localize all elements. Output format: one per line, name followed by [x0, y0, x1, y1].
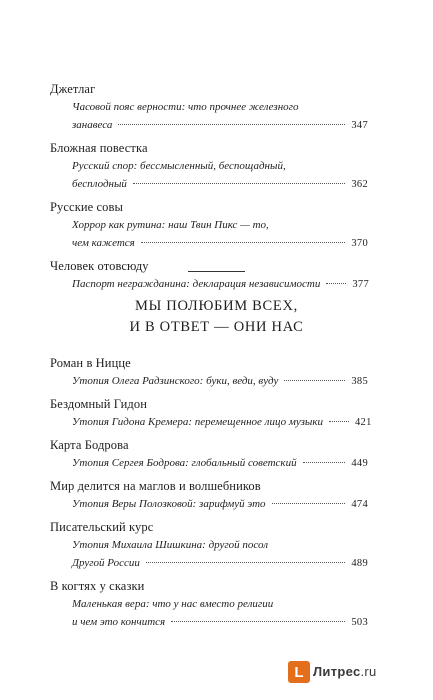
toc-entry-title[interactable]: Мир делится на маглов и волшебников [50, 479, 261, 493]
toc-subtitle-text: Утопия Сергея Бодрова: глобальный советский [72, 457, 297, 469]
toc-entry-title[interactable]: Человек отовсюду [50, 259, 149, 273]
litres-logo-text[interactable]: Литрес.ru [313, 664, 377, 679]
toc-entry-subtitle [50, 275, 368, 294]
toc-subtitle-last-line [72, 454, 368, 473]
toc-entry[interactable] [50, 577, 368, 632]
section-heading-line-1: МЫ ПОЛЮБИМ ВСЕХ, [135, 298, 298, 314]
toc-entry[interactable] [50, 257, 368, 294]
dot-leader [146, 562, 345, 563]
toc-entry-subtitle [50, 372, 368, 391]
toc-entry-subtitle [50, 454, 368, 473]
toc-entry-subtitle [50, 536, 368, 573]
toc-part-2 [50, 354, 372, 636]
toc-entry[interactable] [50, 518, 368, 573]
toc-subtitle-last-line [72, 116, 368, 135]
toc-entry[interactable] [50, 477, 368, 514]
dot-leader [171, 621, 345, 622]
dot-leader [118, 124, 345, 125]
toc-subtitle-last-line [72, 613, 368, 632]
toc-subtitle-last-line [72, 372, 368, 391]
toc-entry-subtitle [50, 157, 368, 194]
toc-entry[interactable] [50, 395, 372, 432]
toc-subtitle-last-line [72, 234, 368, 253]
toc-subtitle-line: Утопия Михаила Шишкина: другой посол [72, 539, 269, 551]
toc-subtitle-text: чем кажется [72, 237, 135, 249]
toc-entry-title[interactable]: Бложная повестка [50, 141, 148, 155]
toc-part-1 [50, 80, 368, 298]
page-number: 449 [351, 458, 368, 469]
toc-subtitle-text: и чем это кончится [72, 616, 166, 628]
toc-entry-title[interactable]: Джетлаг [50, 82, 96, 96]
dot-leader [284, 380, 345, 381]
dot-leader [329, 421, 349, 422]
toc-entry-title[interactable]: Роман в Ницце [50, 356, 131, 370]
section-heading-line-2: И В ОТВЕТ — ОНИ НАС [129, 319, 304, 335]
toc-subtitle-last-line [72, 413, 372, 432]
page-number: 362 [351, 179, 368, 190]
toc-entry-subtitle [50, 495, 368, 514]
toc-subtitle-last-line [72, 275, 368, 294]
toc-entry-subtitle [50, 413, 372, 432]
dot-leader [272, 503, 346, 504]
toc-entry-subtitle [50, 595, 368, 632]
dot-leader [133, 183, 345, 184]
toc-subtitle-line: Русский спор: бессмысленный, беспощадный, [72, 160, 286, 172]
page-number: 474 [351, 499, 368, 510]
toc-entry[interactable] [50, 198, 368, 253]
page-number: 347 [351, 120, 368, 131]
toc-subtitle-line: Часовой пояс верности: что прочнее железного [72, 101, 299, 113]
toc-entry-subtitle [50, 216, 368, 253]
toc-subtitle-last-line [72, 495, 368, 514]
section-divider [188, 271, 245, 272]
toc-entry[interactable] [50, 139, 368, 194]
toc-entry-subtitle [50, 98, 368, 135]
toc-subtitle-text: Утопия Веры Полозковой: зарифмуй это [72, 498, 266, 510]
toc-entry[interactable] [50, 80, 368, 135]
page-number: 489 [351, 558, 368, 569]
page-number: 421 [354, 417, 372, 428]
toc-entry[interactable] [50, 436, 368, 473]
toc-subtitle-line: Хоррор как рутина: наш Твин Пикс — то, [72, 219, 269, 231]
toc-entry-title[interactable]: Писательский курс [50, 520, 154, 534]
dot-leader [303, 462, 346, 463]
toc-entry-title[interactable]: Бездомный Гидон [50, 397, 148, 411]
toc-entry-title[interactable]: Карта Бодрова [50, 438, 129, 452]
toc-subtitle-text: бесплодный [72, 178, 127, 190]
page-number: 370 [351, 238, 368, 249]
toc-subtitle-text: Другой России [72, 557, 140, 569]
toc-subtitle-text: Утопия Гидона Кремера: перемещенное лицо музыки [72, 416, 323, 428]
toc-subtitle-text: занавеса [72, 119, 113, 131]
toc-subtitle-last-line [72, 175, 368, 194]
page-number: 377 [352, 279, 370, 290]
toc-subtitle-last-line [72, 554, 368, 573]
toc-subtitle-line: Маленькая вера: что у нас вместо религии [72, 598, 274, 610]
toc-entry-title[interactable]: Русские совы [50, 200, 124, 214]
toc-subtitle-text: Утопия Олега Радзинского: буки, веди, вуду [72, 375, 279, 387]
litres-logo-icon[interactable]: L [288, 661, 310, 683]
dot-leader [326, 283, 346, 284]
toc-subtitle-text: Паспорт негражданина: декларация независимости [72, 278, 321, 290]
toc-entry[interactable] [50, 354, 368, 391]
dot-leader [141, 242, 346, 243]
page-number: 503 [351, 617, 368, 628]
toc-entry-title[interactable]: В когтях у сказки [50, 579, 145, 593]
page-number: 385 [351, 376, 368, 387]
